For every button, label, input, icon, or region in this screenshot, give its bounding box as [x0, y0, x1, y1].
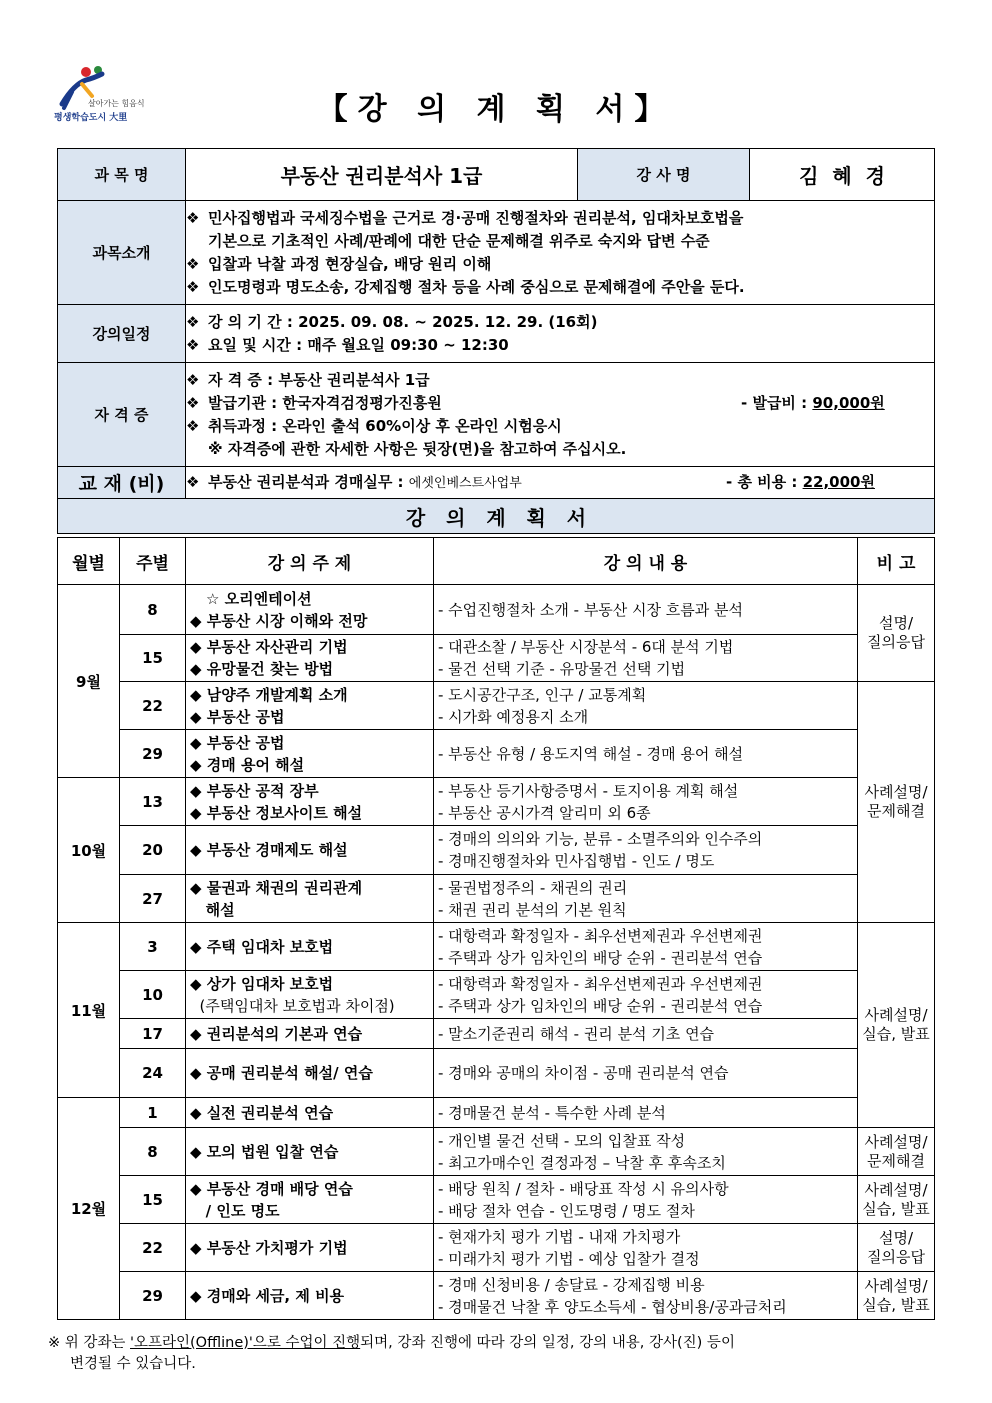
topic-line: ◆ 경매 용어 해설	[190, 755, 305, 774]
content-cell	[434, 635, 858, 682]
table-row	[58, 971, 935, 1019]
note-line: 사례설명/	[864, 1276, 928, 1295]
footer-underlined: '오프라인(Offline)'으로 수업이 진행	[130, 1335, 361, 1351]
topic-cell	[186, 730, 434, 778]
week-number: 17	[120, 1019, 186, 1049]
intro-item: 입찰과 낙찰 과정 현장실습, 배당 원리 이해	[208, 254, 492, 273]
topic-line: ◆ 유망물건 찾는 방법	[190, 660, 334, 678]
table-row	[58, 923, 935, 971]
content-line: - 부동산 공시가격 알리미 외 6종	[438, 803, 651, 822]
content-line: - 경매 신청비용 / 송달료 - 강제집행 비용	[438, 1275, 705, 1294]
topic-cell	[186, 1098, 434, 1128]
content-line: - 대관소찰 / 부동산 시장분석 - 6대 분석 기법	[438, 638, 734, 656]
note-cell	[858, 1128, 935, 1176]
content-line: - 주택과 상가 임차인의 배당 순위 - 권리분석 연습	[438, 948, 763, 967]
textbook-content	[186, 467, 935, 499]
topic-cell	[186, 923, 434, 971]
logo-name: 평생학습도시 大里	[54, 113, 128, 123]
note-line: 설명/	[878, 1228, 914, 1247]
header-topic: 강 의 주 제	[186, 538, 434, 585]
topic-cell	[186, 1272, 434, 1320]
content-cell	[434, 1019, 858, 1049]
topic-cell	[186, 1049, 434, 1098]
intro-item: 인도명령과 명도소송, 강제집행 절차 등을 사례 중심으로 문제해결에 주안을 둔다.	[208, 277, 745, 296]
table-row	[58, 585, 935, 635]
header-content: 강 의 내 용	[434, 538, 858, 585]
week-number: 22	[120, 1224, 186, 1272]
cert-content	[186, 363, 935, 467]
cert-fee-label: - 발급비 :	[741, 393, 813, 412]
textbook-cost-label: - 총 비용 :	[726, 472, 803, 491]
content-line: - 현재가치 평가 기법 - 내재 가치평가	[438, 1227, 681, 1246]
content-cell	[434, 875, 858, 923]
topic-cell	[186, 971, 434, 1019]
content-cell	[434, 826, 858, 875]
table-row	[58, 778, 935, 826]
week-number: 15	[120, 1176, 186, 1224]
week-number: 3	[120, 923, 186, 971]
topic-line: ◆ 실전 권리분석 연습	[190, 1103, 334, 1122]
topic-cell	[186, 778, 434, 826]
week-number: 20	[120, 826, 186, 875]
note-cell	[858, 1176, 935, 1224]
note-cell	[858, 682, 935, 923]
intro-item-continued: 기본으로 기초적인 사례/판례에 대한 단순 문제해결 위주로 숙지와 답변 수준	[208, 231, 710, 250]
topic-line: ◆ 부동산 공적 장부	[190, 781, 319, 800]
table-row	[58, 682, 935, 730]
note-line: 설명/	[878, 614, 914, 632]
textbook-cost: 22,000원	[802, 472, 875, 491]
topic-cell	[186, 1176, 434, 1224]
topic-line: ◆ 상가 임대차 보호법	[190, 974, 334, 993]
week-number: 8	[120, 585, 186, 635]
instructor-value: 김 혜 경	[750, 149, 935, 201]
table-row	[58, 1098, 935, 1128]
topic-line: ◆ 남양주 개발계획 소개	[190, 685, 348, 704]
topic-line: / 인도 명도	[190, 1201, 280, 1220]
footer-pre: ※ 위 강좌는	[48, 1335, 131, 1351]
logo-tagline: 살아가는 힘음식	[88, 99, 145, 108]
table-row	[58, 730, 935, 778]
topic-line: ◆ 부동산 자산관리 기법	[190, 638, 348, 656]
content-line: - 수업진행절차 소개 - 부동산 시장 흐름과 분석	[438, 600, 744, 619]
cert-name: 자 격 증 : 부동산 권리분석사 1급	[208, 370, 430, 389]
intro-label: 과목소개	[58, 201, 186, 305]
content-line: - 경매의 의의와 기능, 분류 - 소멸주의와 인수주의	[438, 830, 763, 848]
note-line: 문제해결	[867, 802, 925, 820]
content-cell	[434, 1128, 858, 1176]
table-row	[58, 1272, 935, 1320]
cert-note: ※ 자격증에 관한 자세한 사항은 뒷장(면)을 참고하여 주십시오.	[208, 439, 627, 458]
note-line: 질의응답	[867, 1247, 925, 1266]
content-line: - 부동산 등기사항증명서 - 토지이용 계획 해설	[438, 781, 739, 800]
topic-line: ◆ 부동산 경매 배당 연습	[190, 1179, 353, 1198]
header-week: 주별	[120, 538, 186, 585]
topic-line: ☆ 오리엔테이션	[206, 589, 312, 608]
content-line: - 채권 권리 분석의 기본 원칙	[438, 900, 627, 919]
course-info-table	[57, 148, 935, 534]
topic-line: ◆ 부동산 정보사이트 해설	[190, 803, 363, 822]
topic-line: ◆ 부동산 공법	[190, 707, 285, 726]
week-number: 15	[120, 635, 186, 682]
diamond-bullet-icon: ❖	[186, 393, 200, 412]
textbook-label: 교 재 (비)	[58, 467, 186, 499]
week-number: 29	[120, 730, 186, 778]
diamond-bullet-icon: ❖	[186, 312, 200, 331]
content-line: - 부동산 유형 / 용도지역 해설 - 경매 용어 해설	[438, 744, 744, 763]
content-line: - 경매와 공매의 차이점 - 공매 권리분석 연습	[438, 1064, 729, 1082]
content-cell	[434, 923, 858, 971]
footer-line2: 변경될 수 있습니다.	[70, 1356, 196, 1372]
cert-issuer: 발급기관 : 한국자격검정평가진흥원	[208, 393, 442, 412]
topic-line: ◆ 주택 임대차 보호법	[190, 937, 334, 956]
subject-label: 과 목 명	[58, 149, 186, 201]
table-row	[58, 1128, 935, 1176]
schedule-period: 강 의 기 간 : 2025. 09. 08. ~ 2025. 12. 29. (16회)	[208, 312, 598, 331]
instructor-label: 강 사 명	[578, 149, 750, 201]
content-line: - 개인별 물건 선택 - 모의 입찰표 작성	[438, 1131, 686, 1150]
content-line: - 말소기준권리 해석 - 권리 분석 기초 연습	[438, 1024, 715, 1043]
week-number: 24	[120, 1049, 186, 1098]
topic-cell	[186, 585, 434, 635]
textbook-name: 부동산 권리분석과 경매실무 :	[208, 472, 409, 491]
diamond-bullet-icon: ❖	[186, 370, 200, 389]
topic-line: ◆ 부동산 경매제도 해설	[190, 841, 348, 859]
topic-line: ◆ 모의 법원 입찰 연습	[190, 1142, 339, 1161]
week-number: 8	[120, 1128, 186, 1176]
content-line: - 도시공간구조, 인구 / 교통계획	[438, 685, 647, 704]
intro-item: 민사집행법과 국세징수법을 근거로 경·공매 진행절차와 권리분석, 임대차보호법을	[208, 208, 744, 227]
diamond-bullet-icon: ❖	[186, 472, 200, 491]
content-line: - 경매물건 낙찰 후 양도소득세 - 협상비용/공과금처리	[438, 1297, 787, 1316]
cert-label: 자 격 증	[58, 363, 186, 467]
week-number: 27	[120, 875, 186, 923]
content-line: - 배당 절차 연습 - 인도명령 / 명도 절차	[438, 1201, 695, 1220]
content-line: - 배당 원칙 / 절차 - 배당표 작성 시 유의사항	[438, 1179, 729, 1198]
note-cell	[858, 1224, 935, 1272]
header-month: 월별	[58, 538, 120, 585]
content-cell	[434, 1049, 858, 1098]
note-line: 질의응답	[867, 633, 925, 651]
topic-line: ◆ 경매와 세금, 제 비용	[190, 1286, 345, 1305]
content-cell	[434, 971, 858, 1019]
table-row	[58, 875, 935, 923]
textbook-publisher: 에셋인베스트사업부	[408, 475, 522, 491]
week-number: 22	[120, 682, 186, 730]
topic-cell	[186, 635, 434, 682]
lecture-schedule-table	[57, 537, 935, 1320]
diamond-bullet-icon: ❖	[186, 277, 200, 296]
diamond-bullet-icon: ❖	[186, 335, 200, 354]
cert-fee: 90,000원	[812, 393, 885, 412]
topic-cell	[186, 875, 434, 923]
table-row	[58, 1176, 935, 1224]
schedule-time: 요일 및 시간 : 매주 월요일 09:30 ~ 12:30	[208, 335, 509, 354]
week-number: 10	[120, 971, 186, 1019]
month-nov: 11월	[58, 923, 120, 1098]
diamond-bullet-icon: ❖	[186, 254, 200, 273]
month-dec: 12월	[58, 1098, 120, 1320]
content-line: - 물권법정주의 - 채권의 권리	[438, 878, 628, 897]
table-row	[58, 1224, 935, 1272]
topic-line: 해설	[190, 900, 235, 919]
content-line: - 대항력과 확정일자 - 최우선변제권과 우선변제권	[438, 926, 763, 945]
week-number: 1	[120, 1098, 186, 1128]
content-line: - 시가화 예정용지 소개	[438, 707, 589, 726]
content-cell	[434, 778, 858, 826]
topic-line: ◆ 공매 권리분석 해설/ 연습	[190, 1064, 373, 1082]
month-oct: 10월	[58, 778, 120, 923]
topic-line: ◆ 부동산 시장 이해와 전망	[190, 611, 368, 630]
plan-title: 강 의 계 획 서	[58, 499, 935, 534]
topic-cell	[186, 826, 434, 875]
content-line: - 물건 선택 기준 - 유망물건 선택 기법	[438, 660, 686, 678]
header-note: 비 고	[858, 538, 935, 585]
content-line: - 미래가치 평가 기법 - 예상 입찰가 결정	[438, 1249, 700, 1268]
cert-process: 취득과정 : 온라인 출석 60%이상 후 온라인 시험응시	[208, 416, 562, 435]
topic-line: (주택임대차 보호법과 차이점)	[190, 996, 395, 1015]
note-cell	[858, 923, 935, 1128]
note-cell	[858, 585, 935, 682]
schedule-content	[186, 305, 935, 363]
content-line: - 최고가매수인 결정과정 – 낙찰 후 후속조치	[438, 1153, 726, 1172]
content-line: - 경매진행절차와 민사집행법 - 인도 / 명도	[438, 852, 715, 870]
footer-note	[48, 1333, 735, 1375]
footer-post: 되며, 강좌 진행에 따라 강의 일정, 강의 내용, 강사(진) 등이	[360, 1335, 735, 1351]
content-line: - 주택과 상가 임차인의 배당 순위 - 권리분석 연습	[438, 996, 763, 1015]
topic-line: ◆ 부동산 가치평가 기법	[190, 1238, 348, 1257]
page-title: 【강 의 계 획 서】	[317, 92, 675, 127]
subject-value: 부동산 권리분석사 1급	[186, 149, 578, 201]
content-line: - 경매물건 분석 - 특수한 사례 분석	[438, 1103, 666, 1122]
week-number: 29	[120, 1272, 186, 1320]
diamond-bullet-icon: ❖	[186, 208, 200, 227]
content-cell	[434, 730, 858, 778]
note-cell	[858, 1272, 935, 1320]
content-cell	[434, 682, 858, 730]
diamond-bullet-icon: ❖	[186, 416, 200, 435]
table-row	[58, 1019, 935, 1049]
topic-cell	[186, 1128, 434, 1176]
topic-line: ◆ 부동산 공법	[190, 733, 285, 752]
table-row	[58, 826, 935, 875]
topic-cell	[186, 682, 434, 730]
content-line: - 대항력과 확정일자 - 최우선변제권과 우선변제권	[438, 974, 763, 993]
topic-cell	[186, 1224, 434, 1272]
intro-content	[186, 201, 935, 305]
note-line: 문제해결	[867, 1151, 925, 1170]
week-number: 13	[120, 778, 186, 826]
content-cell	[434, 1176, 858, 1224]
table-row	[58, 1049, 935, 1098]
month-sep: 9월	[58, 585, 120, 778]
topic-line: ◆ 물권과 채권의 권리관계	[190, 878, 363, 897]
note-line: 실습, 발표	[862, 1025, 930, 1043]
content-cell	[434, 1272, 858, 1320]
table-row	[58, 635, 935, 682]
note-line: 사례설명/	[864, 1006, 928, 1024]
content-cell	[434, 585, 858, 635]
topic-line: ◆ 권리분석의 기본과 연습	[190, 1024, 363, 1043]
schedule-label: 강의일정	[58, 305, 186, 363]
note-line: 사례설명/	[864, 1132, 928, 1151]
note-line: 실습, 발표	[862, 1199, 930, 1218]
note-line: 사례설명/	[864, 1180, 928, 1199]
note-line: 실습, 발표	[862, 1295, 930, 1314]
content-cell	[434, 1224, 858, 1272]
topic-cell	[186, 1019, 434, 1049]
note-line: 사례설명/	[864, 783, 928, 801]
content-cell	[434, 1098, 858, 1128]
